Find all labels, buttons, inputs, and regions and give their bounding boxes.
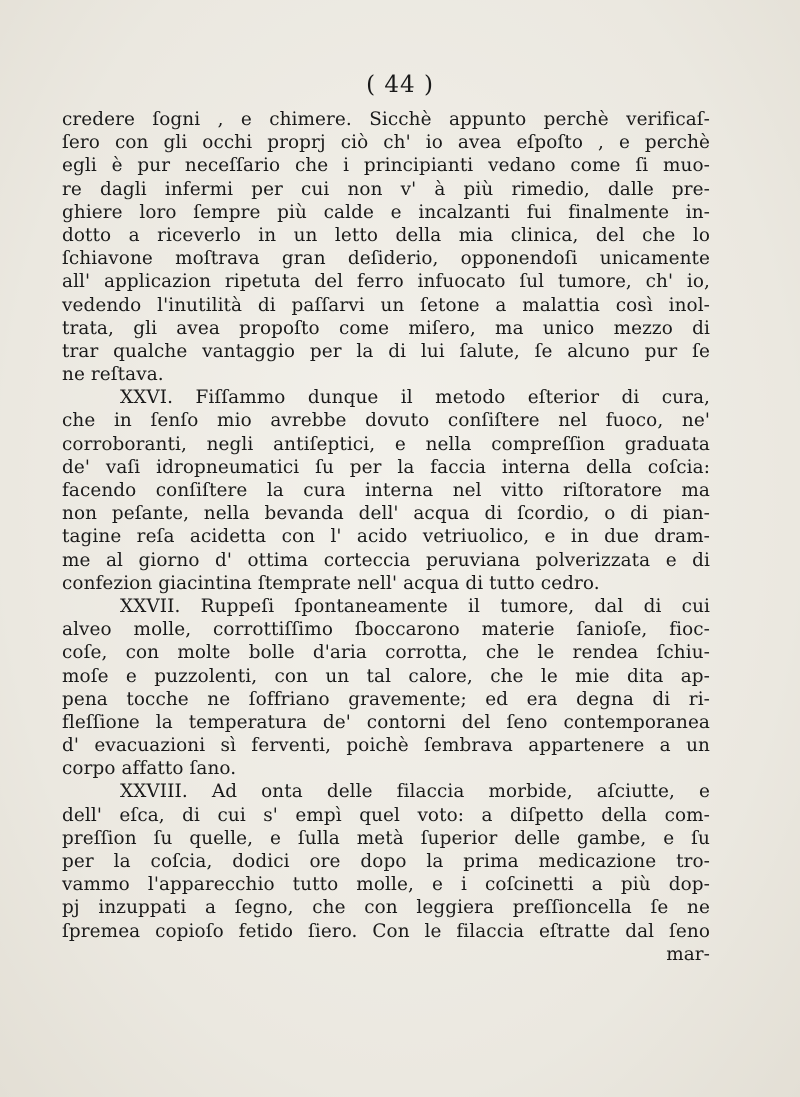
- text-line: fleſſione la temperatura de' contorni del ſeno contemporanea: [62, 711, 710, 733]
- text-line: re dagli infermi per cui non v' à più rimedio, dalle pre-: [62, 178, 710, 200]
- text-line: trata, gli avea propoſto come miſero, ma unico mezzo di: [62, 317, 710, 339]
- text-line: vammo l'apparecchio tutto molle, e i coſcinetti a più dop-: [62, 874, 710, 896]
- text-line: me al giorno d' ottima corteccia peruviana polverizzata e di: [62, 549, 710, 571]
- page-number: ( 44 ): [366, 72, 434, 98]
- text-line: dotto a riceverlo in un letto della mia clinica, del che lo: [62, 224, 710, 246]
- text-line: che in ſenſo mio avrebbe dovuto conſiſtere nel fuoco, ne': [62, 410, 710, 432]
- body-text: [62, 108, 710, 966]
- text-line: pj inzuppati a ſegno, che con leggiera preſſioncella ſe ne: [62, 897, 710, 919]
- text-line: dell' eſca, di cui s' empì quel voto: a diſpetto della com-: [62, 804, 710, 826]
- text-line: tagine reſa acidetta con l' acido vetriuolico, e in due dram-: [62, 526, 710, 548]
- text-line: de' vaſi idropneumatici ſu per la faccia interna della coſcia:: [62, 456, 710, 478]
- text-line: vedendo l'inutilità di paſſarvi un ſetone a malattia così inol-: [62, 294, 710, 316]
- text-line: per la coſcia, dodici ore dopo la prima medicazione tro-: [62, 851, 710, 872]
- text-line: corpo affatto ſano.: [62, 758, 237, 780]
- text-line: pena tocche ne ſoffriano gravemente; ed era degna di ri-: [62, 688, 710, 710]
- text-line: moſe e puzzolenti, con un tal calore, che le mie dita ap-: [62, 665, 710, 687]
- text-line: d' evacuazioni sì ferventi, poichè ſembrava appartenere a un: [62, 735, 710, 757]
- text-line: trar qualche vantaggio per la di lui ſalute, ſe alcuno pur ſe: [62, 340, 710, 362]
- text-line: ſchiavone moſtrava gran deſiderio, opponendoſi unicamente: [62, 248, 710, 270]
- section-heading-line: XXVIII. Ad onta delle filaccia morbide, aſciutte, e: [120, 781, 710, 803]
- catchword: mar-: [666, 943, 710, 965]
- text-line: facendo conſiſtere la cura interna nel vitto riſtoratore ma: [62, 480, 710, 501]
- text-line: corroboranti, negli antiſeptici, e nella compreſſion graduata: [62, 433, 710, 455]
- text-line: ne reſtava.: [62, 364, 164, 386]
- text-line: preſſion ſu quelle, e ſulla metà ſuperior delle gambe, e ſu: [62, 827, 710, 849]
- text-line: egli è pur neceſſario che i principianti vedano come ſi muo-: [62, 155, 710, 177]
- text-line: credere ſogni , e chimere. Sicchè appunto perchè verificaſ-: [62, 109, 710, 130]
- text-line: coſe, con molte bolle d'aria corrotta, che le rendea ſchiu-: [62, 642, 710, 664]
- text-line: ghiere loro ſempre più calde e incalzanti fui finalmente in-: [62, 201, 710, 223]
- section-heading-line: XXVII. Ruppeſi ſpontaneamente il tumore, dal di cui: [120, 595, 710, 617]
- text-line: non peſante, nella bevanda dell' acqua di ſcordio, o di pian-: [62, 503, 710, 525]
- section-heading-line: XXVI. Fiſſammo dunque il metodo eſterior di cura,: [120, 387, 710, 409]
- text-line: alveo molle, corrottiſſimo ſboccarono materie ſanioſe, fioc-: [62, 619, 710, 641]
- text-line: confezion giacintina ſtemprate nell' acqua di tutto cedro.: [62, 572, 600, 594]
- text-line: ſero con gli occhi proprj ciò ch' io avea eſpoſto , e perchè: [62, 132, 710, 154]
- text-line: all' applicazion ripetuta del ferro infuocato ſul tumore, ch' io,: [62, 271, 710, 293]
- text-line: ſpremea copioſo fetido ſiero. Con le filaccia eſtratte dal ſeno: [62, 920, 710, 942]
